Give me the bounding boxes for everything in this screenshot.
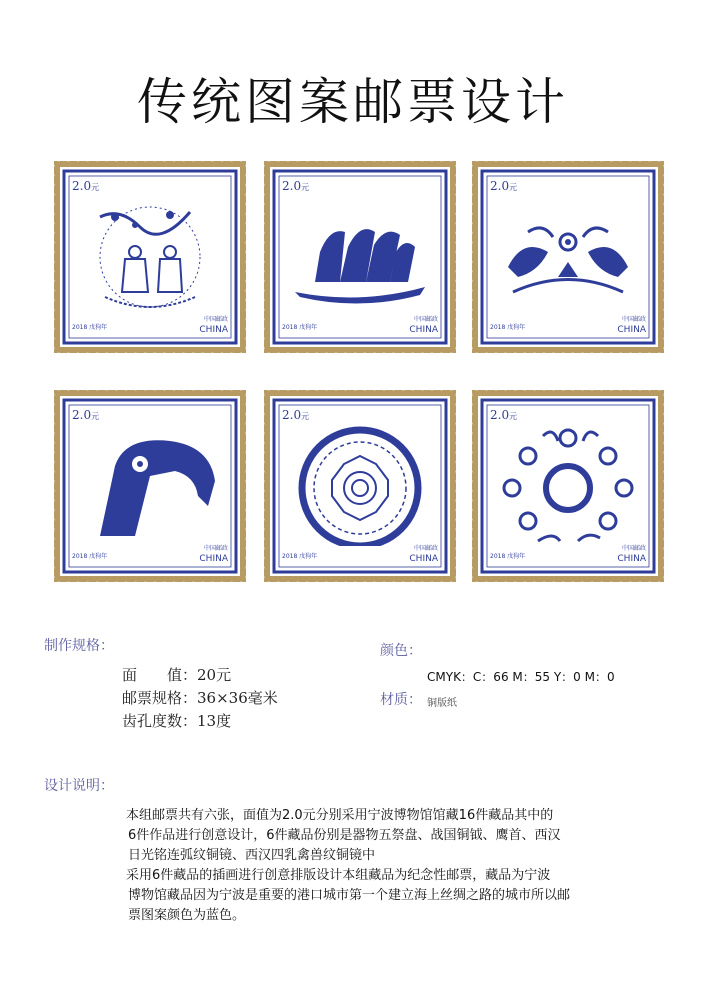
- stamp-country: CHINA: [617, 325, 646, 335]
- spec-perforation: 齿孔度数：13度: [122, 712, 232, 730]
- specs-heading: 制作规格：: [44, 638, 114, 654]
- material-heading: 材质：: [380, 692, 422, 708]
- stamp-illustration: [290, 426, 430, 546]
- stamp: [468, 386, 668, 586]
- stamp-year: 2018 戊狗年: [282, 553, 318, 560]
- page-title: 传统图案邮票设计: [137, 73, 569, 131]
- stamp-country: CHINA: [409, 554, 438, 564]
- description-line: 博物馆藏品因为宁波是重要的港口城市第一个建立海上丝绸之路的城市所以邮: [128, 888, 571, 903]
- description-line: 采用6件藏品的插画进行创意排版设计本组藏品为纪念性邮票，藏品为宁波: [100, 868, 551, 883]
- stamp: [50, 386, 250, 586]
- stamp-country: CHINA: [409, 325, 438, 335]
- stamp-country: CHINA: [199, 325, 228, 335]
- stamp-post: 中国邮政: [413, 316, 438, 323]
- stamp: [260, 157, 460, 357]
- stamp-post: 中国邮政: [413, 545, 438, 552]
- stamp: [50, 157, 250, 357]
- stamp-illustration: [290, 197, 430, 317]
- stamp-post: 中国邮政: [203, 545, 228, 552]
- stamp-year: 2018 戊狗年: [490, 324, 526, 331]
- stamp-illustration: [498, 197, 638, 317]
- stamp-illustration: [80, 426, 220, 546]
- description-line: 本组邮票共有六张，面值为2.0元分别采用宁波博物馆馆藏16件藏品其中的: [100, 808, 554, 823]
- stamp-illustration: [80, 197, 220, 317]
- stamp: [260, 386, 460, 586]
- stamp-post: 中国邮政: [621, 545, 646, 552]
- material-value: 铜版纸: [427, 698, 457, 709]
- stamp-value: 2.0元: [282, 179, 310, 193]
- stamp-illustration: [498, 426, 638, 546]
- spec-face-value: 面 值：20元: [122, 666, 232, 684]
- stamp-value: 2.0元: [72, 179, 100, 193]
- spec-size: 邮票规格：36×36毫米: [122, 689, 278, 707]
- color-value: CMYK：C：66 M：55 Y：0 M：0: [427, 670, 615, 684]
- stamp-year: 2018 戊狗年: [490, 553, 526, 560]
- stamp-year: 2018 戊狗年: [72, 324, 108, 331]
- stamp-value: 2.0元: [490, 408, 518, 422]
- stamp-post: 中国邮政: [621, 316, 646, 323]
- stamp-year: 2018 戊狗年: [282, 324, 318, 331]
- color-heading: 颜色：: [380, 643, 422, 659]
- description-line: 日光铭连弧纹铜镜、西汉四乳禽兽纹铜镜中: [128, 848, 376, 863]
- stamp-country: CHINA: [199, 554, 228, 564]
- description-line: 票图案颜色为蓝色。: [128, 908, 246, 923]
- stamp-post: 中国邮政: [203, 316, 228, 323]
- stamp-country: CHINA: [617, 554, 646, 564]
- stamp-year: 2018 戊狗年: [72, 553, 108, 560]
- stamp-value: 2.0元: [72, 408, 100, 422]
- description-heading: 设计说明：: [44, 778, 114, 794]
- stamp-value: 2.0元: [490, 179, 518, 193]
- stamp-value: 2.0元: [282, 408, 310, 422]
- stamp: [468, 157, 668, 357]
- description-line: 6件作品进行创意设计，6件藏品份别是器物五祭盘、战国铜钺、鹰首、西汉: [128, 828, 561, 843]
